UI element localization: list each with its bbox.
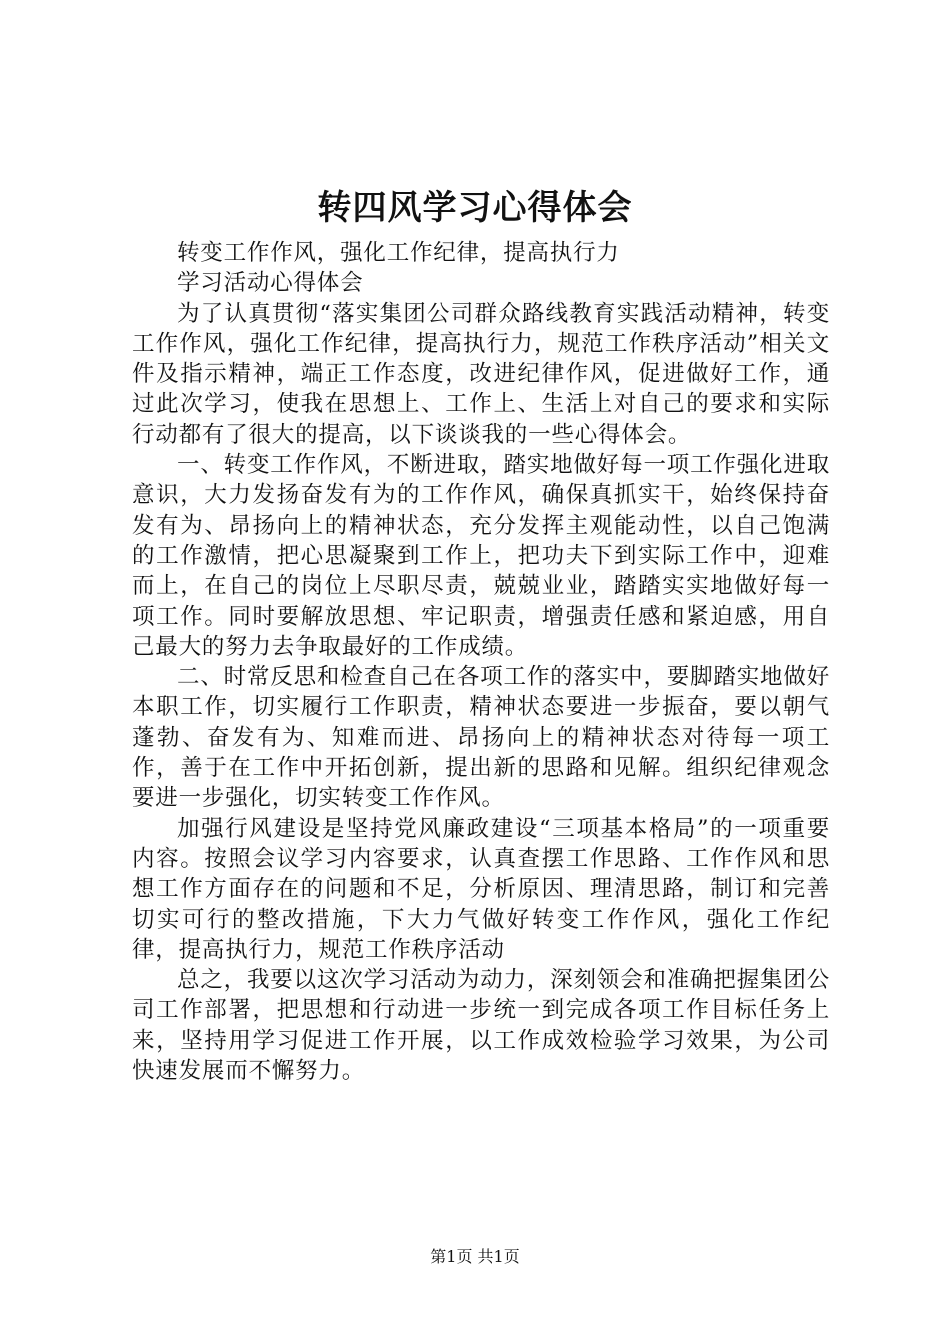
paragraph-section-2: 二、时常反思和检查自己在各项工作的落实中，要脚踏实地做好本职工作，切实履行工作职责，精神状态要进一步振奋，要以朝气蓬勃、奋发有为、知难而进、昂扬向上的精神状态对待每一项工作，善于在工作中开拓创新，提出新的思路和见解。组织纪律观念要进一步强化，切实转变工作作风。	[132, 664, 830, 812]
paragraph-conduct: 加强行风建设是坚持党风廉政建设“三项基本格局”的一项重要内容。按照会议学习内容要求，认真查摆工作思路、工作作风和思想工作方面存在的问题和不足，分析原因、理清思路，制订和完善切实可行的整改措施，下大力气做好转变工作作风，强化工作纪律，提高执行力，规范工作秩序活动	[132, 815, 830, 963]
document-title: 转四风学习心得体会	[317, 188, 633, 228]
document-body	[132, 238, 830, 1086]
paragraph-intro: 为了认真贯彻“落实集团公司群众路线教育实践活动精神，转变工作作风，强化工作纪律，提高执行力，规范工作秩序活动”相关文件及指示精神，端正工作态度，改进纪律作风，促进做好工作，通过此次学习，使我在思想上、工作上、生活上对自己的要求和实际行动都有了很大的提高，以下谈谈我的一些心得体会。	[132, 300, 830, 448]
subtitle-line-2: 学习活动心得体会	[177, 270, 364, 297]
subtitle-line-1: 转变工作作风，强化工作纪律，提高执行力	[177, 240, 620, 266]
paragraph-conclusion: 总之，我要以这次学习活动为动力，深刻领会和准确把握集团公司工作部署，把思想和行动进一步统一到完成各项工作目标任务上来，坚持用学习促进工作开展，以工作成效检验学习效果，为公司快速发展而不懈努力。	[132, 967, 830, 1085]
page-footer: 第1页 共1页	[430, 1247, 520, 1266]
paragraph-section-1: 一、转变工作作风，不断进取，踏实地做好每一项工作强化进取意识，大力发扬奋发有为的工作作风，确保真抓实干，始终保持奋发有为、昂扬向上的精神状态，充分发挥主观能动性，以自己饱满的工作激情，把心思凝聚到工作上，把功夫下到实际工作中，迎难而上，在自己的岗位上尽职尽责，兢兢业业，踏踏实实地做好每一项工作。同时要解放思想、牢记职责，增强责任感和紧迫感，用自己最大的努力去争取最好的工作成绩。	[132, 452, 830, 660]
